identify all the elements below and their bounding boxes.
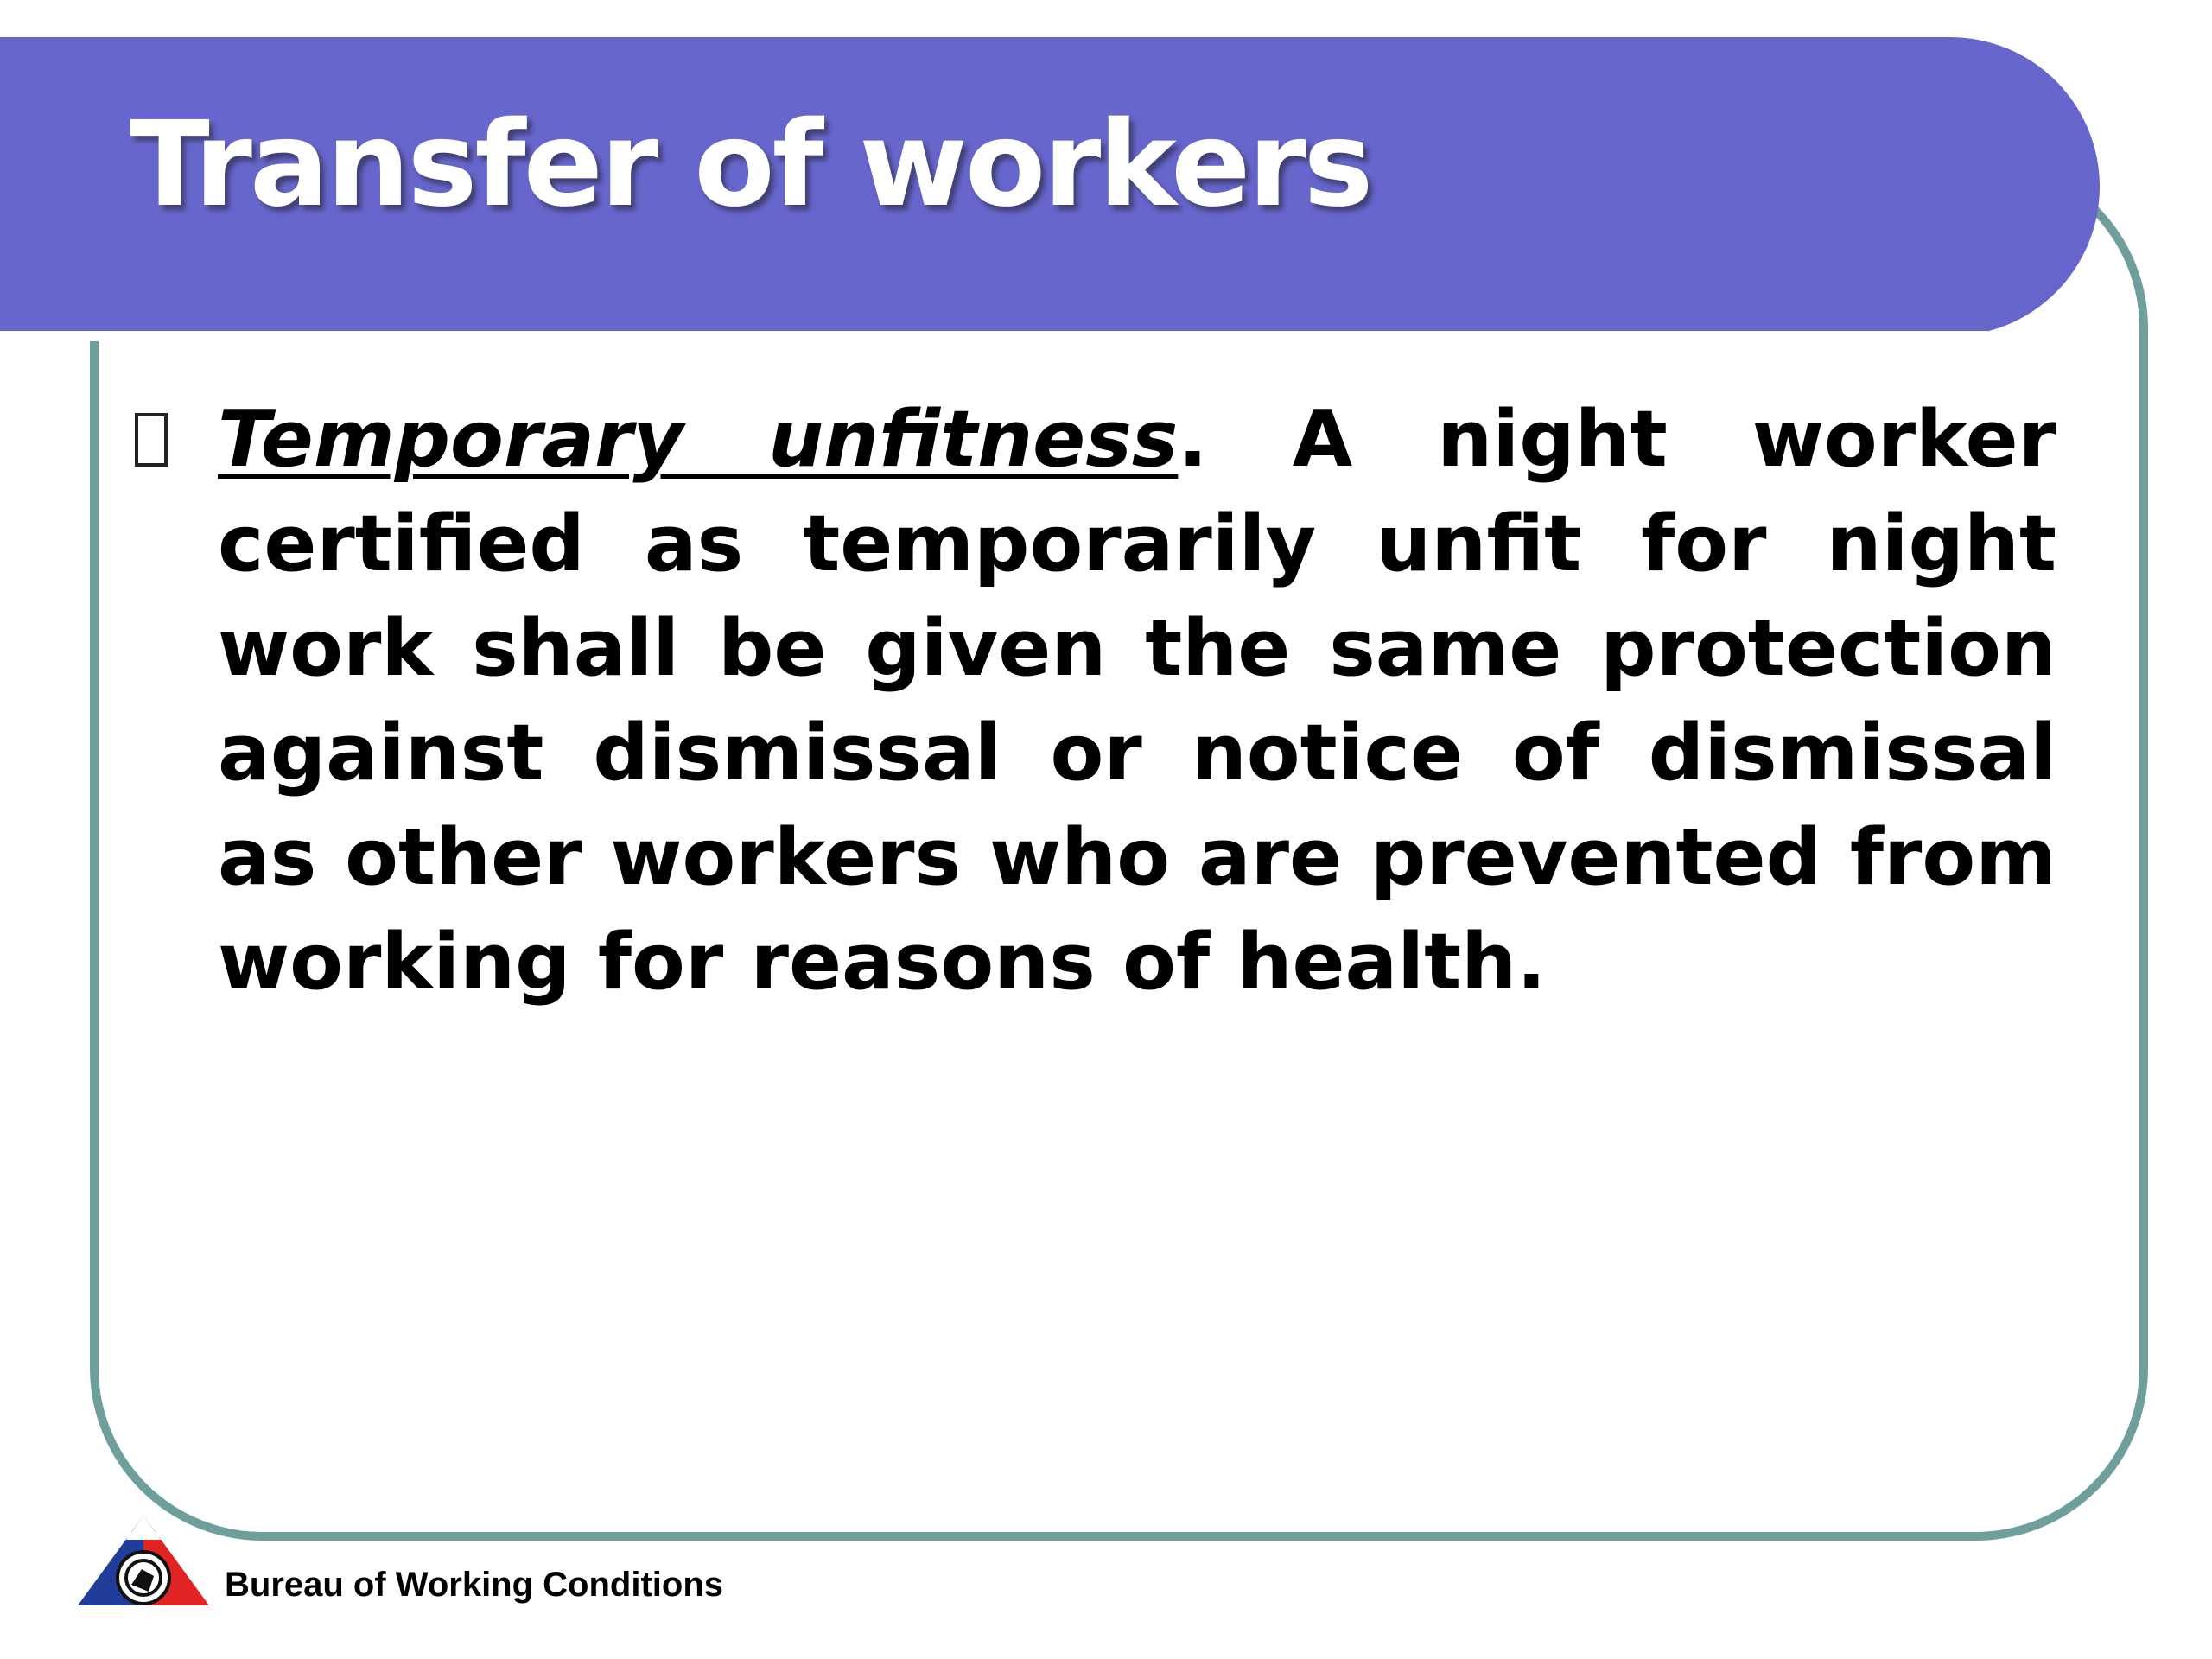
svg-text:★: ★ xyxy=(124,1528,136,1541)
bullet-term: Temporary unfitness xyxy=(218,394,1179,485)
bullet-body: . A night worker certified as temporarily unfit for night work shall be given the same protection against dismissal or notice of dismissal as other workers who are prevented from working for reasons of health. xyxy=(218,394,2056,1007)
footer-organization: Bureau of Working Conditions xyxy=(225,1566,724,1604)
title-underline-rule xyxy=(0,331,1987,341)
svg-text:★: ★ xyxy=(152,1528,163,1541)
svg-text:★: ★ xyxy=(138,1526,149,1540)
slide-title: Transfer of workers xyxy=(130,97,1371,233)
bullet-box-icon xyxy=(135,413,168,467)
bullet-text xyxy=(218,387,2056,1014)
dole-logo-icon xyxy=(74,1512,213,1609)
